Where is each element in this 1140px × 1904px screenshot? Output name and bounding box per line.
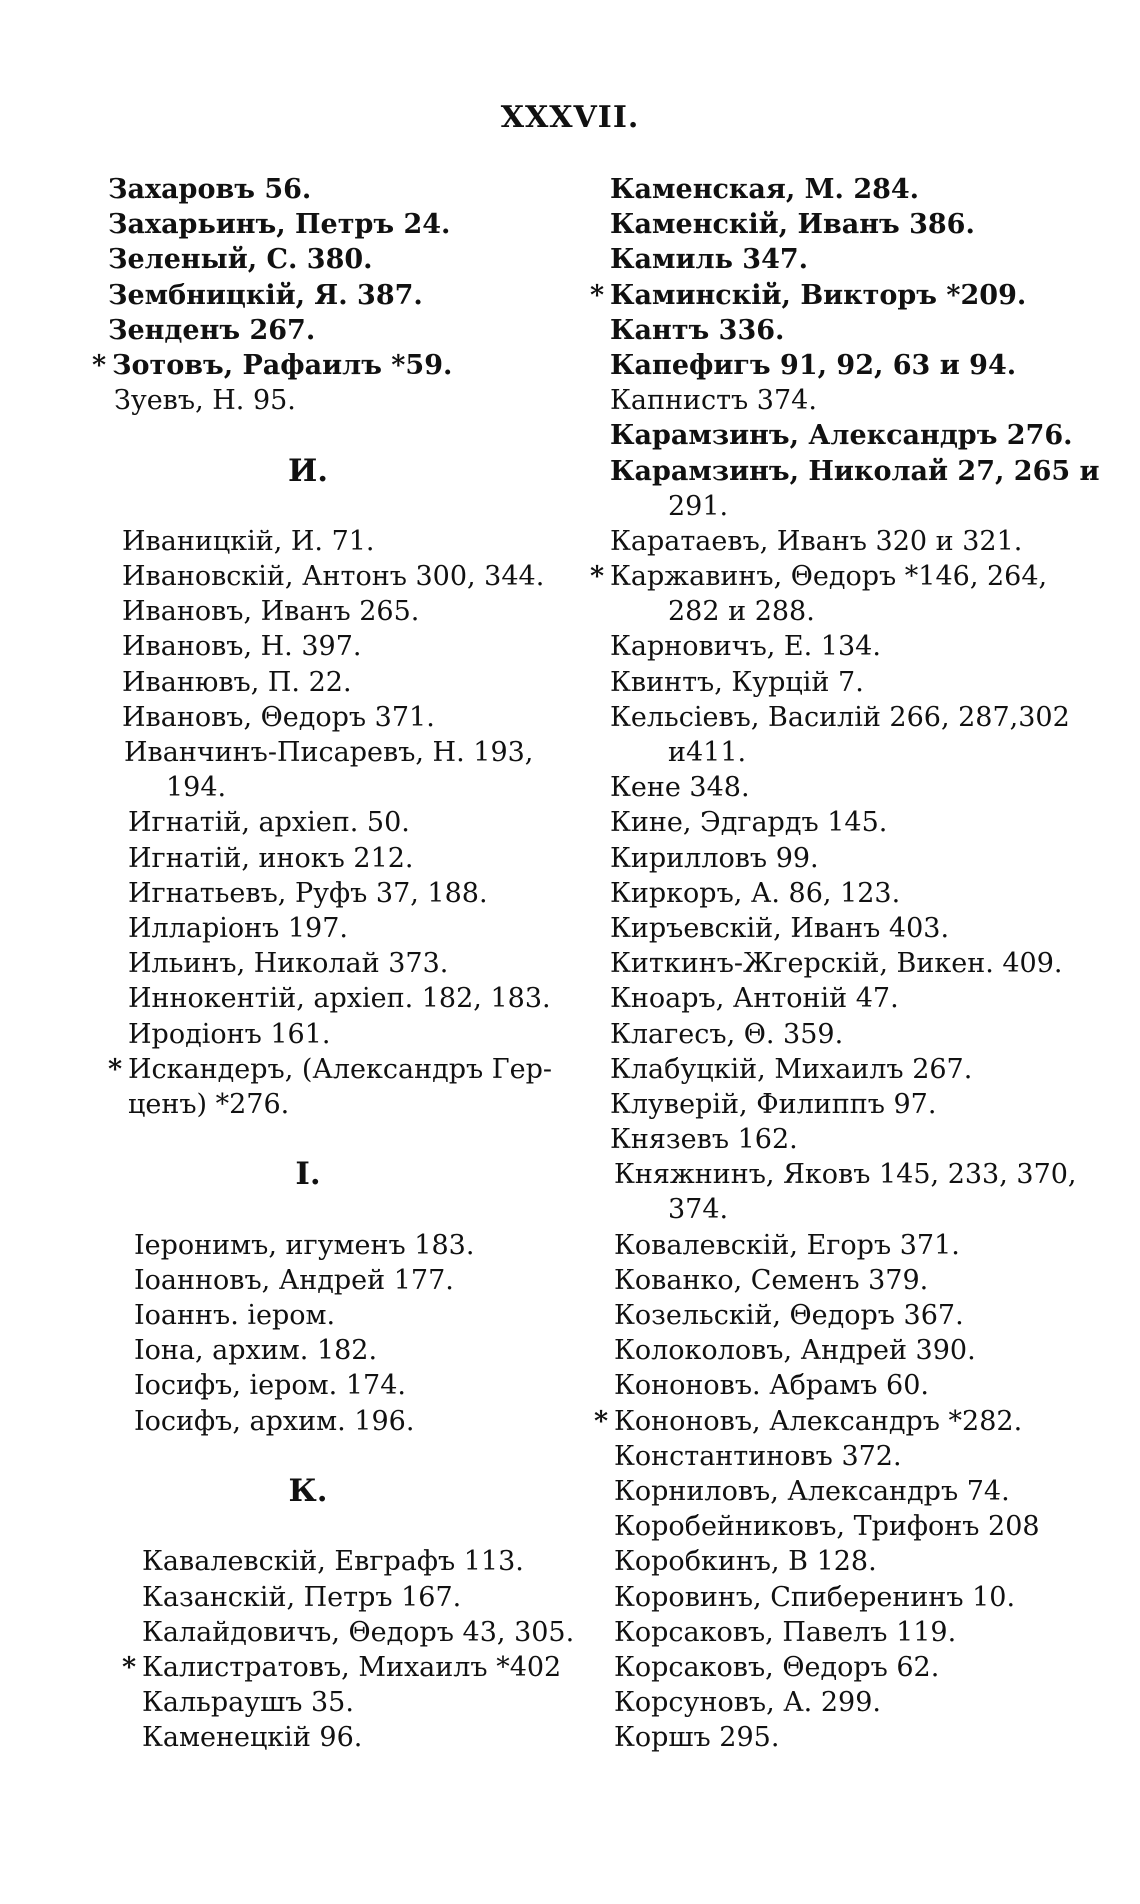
index-entry [134, 1298, 608, 1333]
index-entry [610, 946, 1080, 981]
index-entry-text: Кине, Эдгардъ 145. [610, 807, 888, 839]
index-entry-text: Корниловъ, Александръ 74. [614, 1475, 1010, 1507]
index-entry [128, 1017, 608, 1052]
index-entry [610, 805, 1080, 840]
index-entry-text: Ковалевскій, Егоръ 371. [614, 1229, 960, 1261]
index-entry-text: Иннокентій, архіеп. 182, 183. [128, 983, 551, 1015]
index-entry-text: Кирилловъ 99. [610, 842, 819, 874]
index-entry [614, 1333, 1080, 1368]
asterisk-marker: * [590, 561, 605, 593]
index-entry-text: Коршъ 295. [614, 1722, 780, 1754]
index-entry-text: Іоанновъ, Андрей 177. [134, 1264, 454, 1296]
index-entry-text: Капефигъ 91, 92, 63 и 94. [610, 349, 1017, 381]
index-entry [614, 1298, 1080, 1333]
index-entry-text: Иваницкій, И. 71. [122, 525, 375, 557]
index-entry [614, 1157, 1080, 1192]
index-entry [610, 1087, 1080, 1122]
index-entry [128, 946, 608, 981]
index-entry-text: Іона, архим. 182. [134, 1335, 378, 1367]
index-entry [590, 278, 1080, 313]
blank-line [108, 418, 608, 453]
index-entry-text: Константиновъ 372. [614, 1440, 902, 1472]
index-entry-text: Иванчинъ-Писаревъ, Н. 193, [124, 737, 534, 768]
index-entry-text: Киръевскій, Иванъ 403. [610, 912, 950, 944]
index-entry-text: Зеленый, С. 380. [108, 244, 373, 276]
index-entry-text: Коробкинъ, В 128. [614, 1546, 877, 1578]
index-entry-text: Игнатій, инокъ 212. [128, 842, 414, 874]
index-entry [128, 841, 608, 876]
index-entry-text: Каменская, М. 284. [610, 174, 920, 205]
index-entry [614, 1615, 1080, 1650]
index-entry [142, 1544, 608, 1579]
blank-line [108, 489, 608, 524]
index-entry [108, 172, 608, 207]
asterisk-marker: * [590, 279, 605, 311]
index-entry-text: Князевъ 162. [610, 1124, 798, 1156]
index-entry [92, 348, 608, 383]
asterisk-marker: * [594, 1405, 609, 1437]
index-entry-text: Коровинъ, Спиберенинъ 10. [614, 1581, 1016, 1613]
index-entry-continuation [70, 1087, 608, 1122]
index-entry [142, 1720, 608, 1755]
index-entry-text: Кноаръ, Антоній 47. [610, 983, 899, 1015]
index-entry-text: Каменецкій 96. [142, 1722, 363, 1754]
index-entry [610, 454, 1100, 489]
index-entry-text: Іоаннъ. іером. [134, 1300, 336, 1331]
index-entry-text: 194. [166, 772, 227, 804]
index-entry [108, 278, 608, 313]
index-entry-text: Калистратовъ, Михаилъ *402 [142, 1651, 562, 1683]
index-entry-text: Камиль 347. [610, 244, 809, 276]
index-entry-text: Корсаковъ, Павелъ 119. [614, 1616, 957, 1648]
index-entry [108, 1052, 608, 1087]
index-entry-continuation [108, 770, 608, 805]
index-entry-text: Іосифъ, іером. 174. [134, 1370, 406, 1402]
index-entry [590, 559, 1080, 594]
index-entry [134, 1263, 608, 1298]
index-entry-text: 291. [668, 490, 729, 522]
index-entry [610, 207, 1080, 242]
asterisk-marker: * [122, 1651, 137, 1683]
index-entry-text: Зотовъ, Рафаилъ *59. [112, 349, 453, 381]
index-entry [108, 207, 608, 242]
blank-line [108, 1192, 608, 1227]
index-entry-text: Кальраушъ 35. [142, 1687, 354, 1719]
index-entry-text: Кованко, Семенъ 379. [614, 1264, 929, 1296]
asterisk-marker: * [92, 349, 107, 381]
index-entry [134, 1333, 608, 1368]
index-entry [610, 629, 1080, 664]
index-entry [614, 1474, 1080, 1509]
index-entry [128, 805, 608, 840]
page-header: XXXVII. [500, 100, 640, 135]
index-entry-text: Кельсіевъ, Василій 266, 287,302 [610, 701, 1070, 733]
index-entry [614, 1544, 1080, 1579]
index-entry [610, 313, 1080, 348]
index-entry [134, 1404, 608, 1439]
index-entry [142, 1580, 608, 1615]
index-entry [610, 1122, 1080, 1157]
asterisk-marker: * [108, 1053, 123, 1085]
index-entry-text: 374. [668, 1194, 729, 1226]
index-entry-text: Кавалевскій, Евграфъ 113. [142, 1546, 524, 1578]
index-entry [122, 700, 608, 735]
index-entry [610, 1052, 1080, 1087]
index-entry [610, 876, 1080, 911]
index-entry [614, 1685, 1080, 1720]
index-entry [614, 1650, 1080, 1685]
index-entry [614, 1580, 1080, 1615]
index-entry-text: Клагесъ, Θ. 359. [610, 1018, 844, 1050]
section-letter-heading: И. [287, 452, 329, 489]
index-entry-text: Клабуцкій, Михаилъ 267. [610, 1053, 973, 1085]
index-entry-text: Корсуновъ, А. 299. [614, 1687, 881, 1719]
index-entry [614, 1263, 1080, 1298]
index-entry-text: Ивановъ, Н. 397. [122, 631, 362, 663]
index-entry-text: Калайдовичъ, Θедоръ 43, 305. [142, 1616, 575, 1648]
index-entry [134, 1368, 608, 1403]
index-entry-text: Іосифъ, архим. 196. [134, 1405, 415, 1437]
section-letter-heading: I. [295, 1156, 321, 1193]
index-entry-text: Кене 348. [610, 772, 750, 804]
index-entry [614, 1228, 1080, 1263]
index-entry [614, 1439, 1080, 1474]
index-entry [610, 172, 1080, 207]
index-entry [610, 242, 1080, 277]
index-entry-continuation [610, 735, 1080, 770]
index-entry-text: Игнатій, архіеп. 50. [128, 807, 410, 839]
index-entry-text: Каменскій, Иванъ 386. [610, 209, 975, 241]
index-entry-text: Кононовъ. Абрамъ 60. [614, 1370, 929, 1402]
index-entry-text: Квинтъ, Курцій 7. [610, 666, 864, 698]
index-entry-text: 282 и 288. [668, 596, 815, 628]
index-entry [122, 629, 608, 664]
index-entry-text: Иродіонъ 161. [128, 1018, 331, 1050]
index-entry [122, 665, 608, 700]
index-entry [614, 1509, 1080, 1544]
index-entry [108, 313, 608, 348]
index-entry [122, 559, 608, 594]
index-entry-text: Кононовъ, Александръ *282. [614, 1405, 1023, 1437]
index-entry-text: Искандеръ, (Александръ Гер- [128, 1053, 552, 1085]
index-entry-text: Корсаковъ, Θедоръ 62. [614, 1651, 940, 1683]
index-entry [122, 524, 608, 559]
index-entry-text: Зембницкій, Я. 387. [108, 279, 423, 311]
index-entry-text: Карамзинъ, Александръ 276. [610, 420, 1073, 452]
index-entry-text: Княжнинъ, Яковъ 145, 233, 370, [614, 1159, 1077, 1191]
index-entry-text: и411. [668, 737, 747, 768]
index-entry-text: Киркоръ, А. 86, 123. [610, 877, 901, 909]
index-entry [128, 911, 608, 946]
index-entry-text: Козельскій, Θедоръ 367. [614, 1300, 964, 1331]
index-entry [610, 348, 1080, 383]
index-entry [128, 876, 608, 911]
index-entry-text: Илларіонъ 197. [128, 912, 348, 944]
index-entry-continuation [610, 489, 1080, 524]
index-entry-text: Каратаевъ, Иванъ 320 и 321. [610, 525, 1023, 557]
index-entry-text: Ивановъ, Θедоръ 371. [122, 701, 435, 733]
blank-line [108, 1439, 608, 1474]
index-entry-text: Киткинъ-Жгерскій, Викен. 409. [610, 948, 1063, 980]
index-entry [142, 1615, 608, 1650]
index-entry [108, 242, 608, 277]
index-entry-text: Ильинъ, Николай 373. [128, 948, 449, 980]
blank-line [108, 1509, 608, 1544]
index-entry-text: Игнатьевъ, Руфъ 37, 188. [128, 877, 488, 909]
index-entry [122, 1650, 608, 1685]
index-entry [610, 911, 1080, 946]
index-entry [122, 594, 608, 629]
index-entry [128, 981, 608, 1016]
index-entry-text: Кантъ 336. [610, 314, 785, 346]
index-entry [610, 383, 1080, 418]
left-column [92, 172, 608, 1755]
index-entry-text: Карамзинъ, Николай 27, 265 и [610, 455, 1100, 487]
index-entry [610, 841, 1080, 876]
index-entry [610, 981, 1080, 1016]
index-entry [610, 1017, 1080, 1052]
index-entry-text: Іеронимъ, игуменъ 183. [134, 1229, 475, 1261]
index-entry [114, 383, 608, 418]
blank-line [108, 1122, 608, 1157]
index-entry-text: Зенденъ 267. [108, 314, 316, 346]
index-entry [614, 1368, 1080, 1403]
index-entry-text: Захаровъ 56. [108, 174, 312, 205]
index-entry-text: Зуевъ, Н. 95. [114, 385, 296, 417]
index-entry [610, 700, 1080, 735]
index-entry-text: Каминскій, Викторъ *209. [610, 279, 1027, 311]
index-entry-text: Каржавинъ, Θедоръ *146, 264, [610, 561, 1048, 593]
right-column [590, 172, 1100, 1755]
index-entry [594, 1404, 1080, 1439]
index-entry [142, 1685, 608, 1720]
index-entry [610, 418, 1080, 453]
section-letter-heading: К. [288, 1472, 328, 1509]
index-entry [124, 735, 608, 770]
index-entry [610, 524, 1080, 559]
index-entry-text: Захарьинъ, Петръ 24. [108, 209, 451, 241]
index-entry-text: Ивановскій, Антонъ 300, 344. [122, 561, 545, 593]
index-entry [614, 1720, 1080, 1755]
index-entry-continuation [610, 1192, 1080, 1227]
index-entry-text: Карновичъ, Е. 134. [610, 631, 881, 663]
index-entry-text: Колоколовъ, Андрей 390. [614, 1335, 976, 1367]
index-entry [610, 770, 1080, 805]
index-entry [134, 1228, 608, 1263]
index-entry-text: Ивановъ, Иванъ 265. [122, 596, 420, 628]
index-entry-text: Иванювъ, П. 22. [122, 666, 352, 698]
index-entry-text: Коробейниковъ, Трифонъ 208 [614, 1511, 1040, 1543]
index-entry-text: Клуверій, Филиппъ 97. [610, 1088, 937, 1120]
index-entry-text: Капнистъ 374. [610, 385, 817, 417]
index-entry-text: ценъ) *276. [128, 1088, 290, 1120]
index-entry [610, 665, 1080, 700]
index-entry-continuation [610, 594, 1080, 629]
index-entry-text: Казанскій, Петръ 167. [142, 1581, 462, 1613]
